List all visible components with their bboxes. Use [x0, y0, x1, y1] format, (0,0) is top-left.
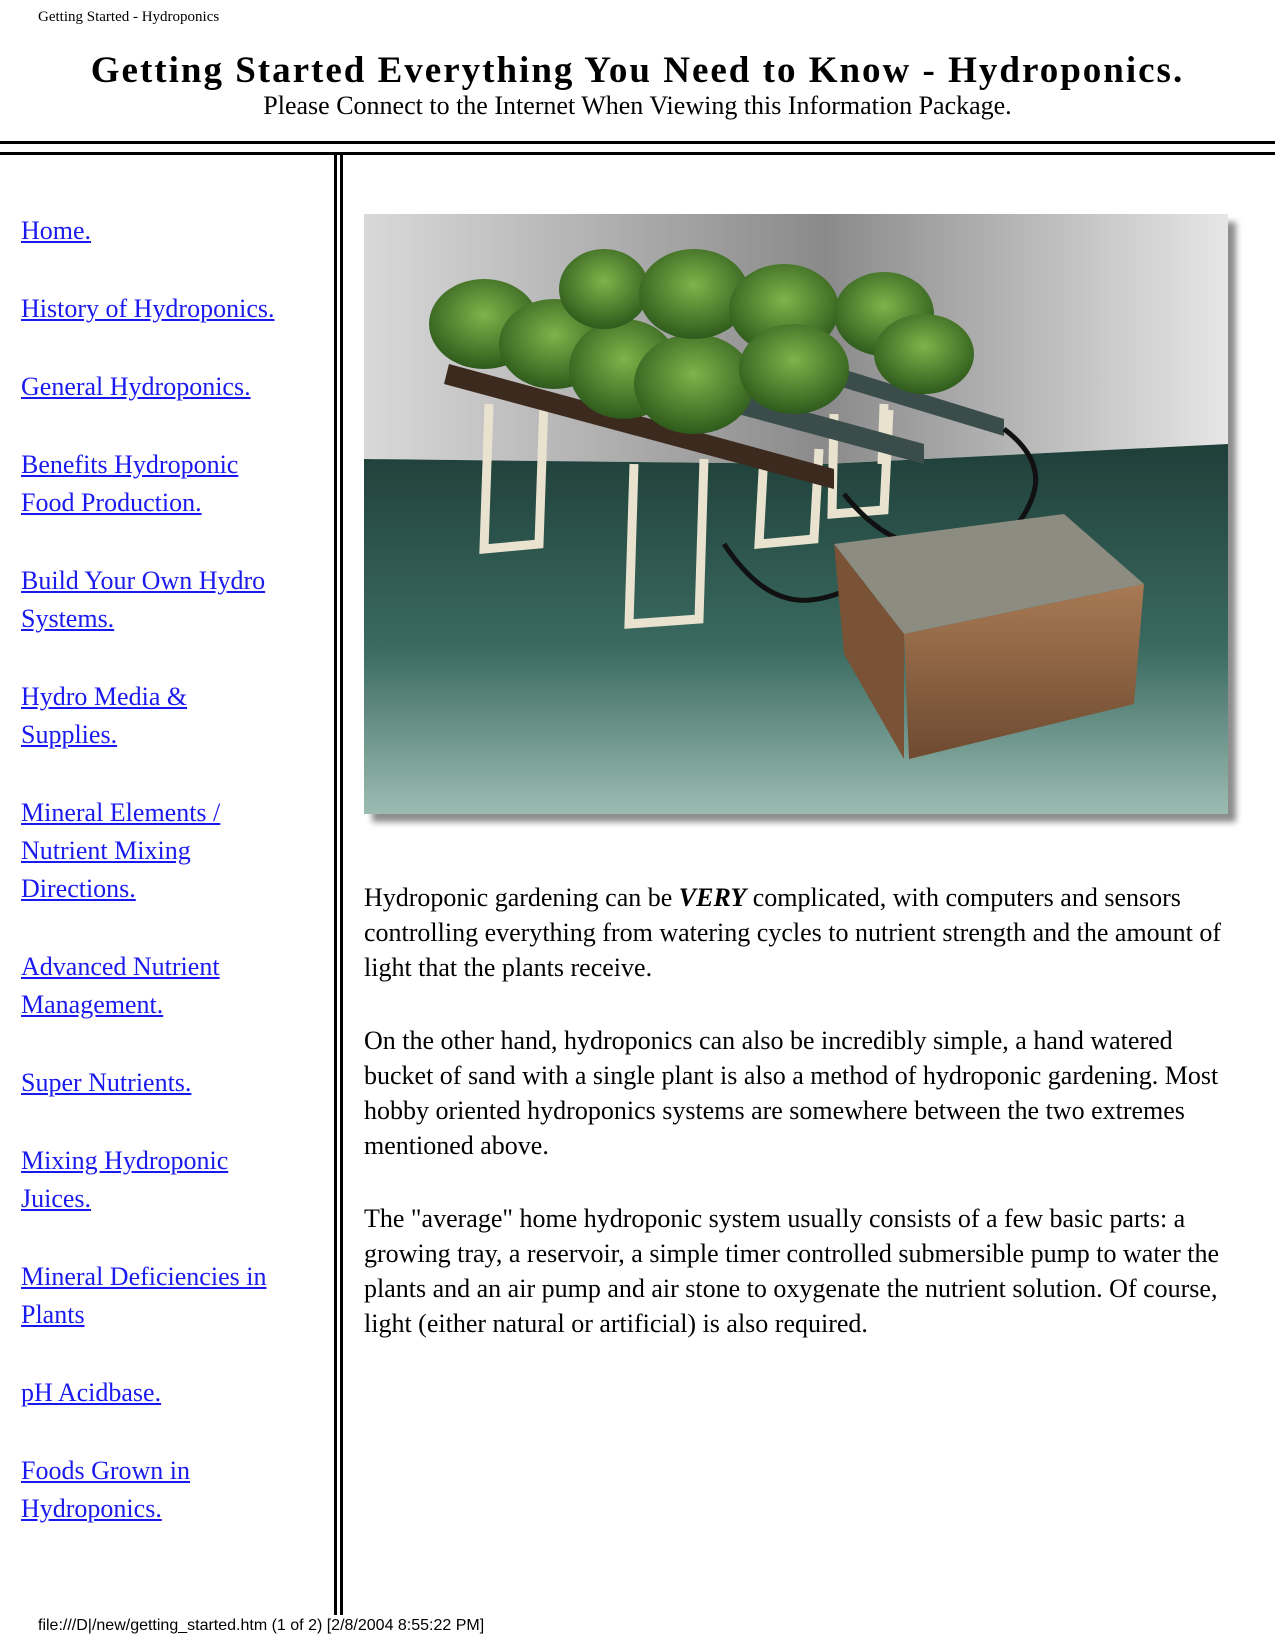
- nav-link-benefits[interactable]: Benefits Hydroponic Food Production.: [21, 450, 239, 517]
- paragraph-average-system: The "average" home hydroponic system usually consists of a few basic parts: a growing tray, a reservoir, a simple timer controlled submersible pump to water the plants and an air pump and air stone to oxygenate the nutrient solution. Of course, light (either natural or artificial) is also required.: [364, 1204, 1220, 1338]
- print-footer: file:///D|/new/getting_started.htm (1 of 2) [2/8/2004 8:55:22 PM]: [38, 1617, 485, 1634]
- page-subtitle: Please Connect to the Internet When Viewing this Information Package.: [263, 91, 1012, 120]
- nav-link-media-supplies[interactable]: Hydro Media & Supplies.: [21, 682, 188, 749]
- main-content: [364, 214, 1244, 1379]
- emphasis-very: VERY: [678, 883, 747, 912]
- paragraph-complexity: [364, 880, 1244, 985]
- hydroponic-system-illustration: [364, 214, 1228, 814]
- nav-link-foods-grown[interactable]: Foods Grown in Hydroponics.: [21, 1456, 191, 1523]
- header-divider-bottom: [0, 152, 1275, 155]
- paragraph-complexity-start: Hydroponic gardening can be: [364, 883, 679, 912]
- nav-link-advanced-nutrient[interactable]: Advanced Nutrient Management.: [21, 952, 220, 1019]
- column-divider-right: [340, 155, 343, 1615]
- paragraph-simplicity: On the other hand, hydroponics can also be incredibly simple, a hand watered bucket of sand with a single plant is also a method of hydroponic gardening. Most hobby oriented hydroponics systems are somewhere between the two extremes mentioned above.: [364, 1026, 1219, 1160]
- nav-link-history[interactable]: History of Hydroponics.: [21, 294, 275, 323]
- column-divider-left: [334, 155, 337, 1615]
- paragraph-complexity-end: complicated, with computers and sensors controlling everything from watering cycles to nutrient strength and the amount of light that the plants receive.: [364, 883, 1222, 982]
- nav-link-mineral-elements[interactable]: Mineral Elements / Nutrient Mixing Directions.: [21, 798, 221, 903]
- print-header: Getting Started - Hydroponics: [38, 9, 220, 25]
- sidebar-nav: [21, 212, 321, 1568]
- nav-link-super-nutrients[interactable]: Super Nutrients.: [21, 1068, 192, 1097]
- nav-link-mixing-juices[interactable]: Mixing Hydroponic Juices.: [21, 1146, 229, 1213]
- header-divider-top: [0, 141, 1275, 144]
- page-header: [0, 50, 1275, 120]
- nav-link-mineral-deficiencies[interactable]: Mineral Deficiencies in Plants: [21, 1262, 267, 1329]
- hydroponic-system-photo: [364, 214, 1228, 814]
- nav-link-build-systems[interactable]: Build Your Own Hydro Systems.: [21, 566, 266, 633]
- nav-link-ph-acidbase[interactable]: pH Acidbase.: [21, 1378, 162, 1407]
- article-body: [364, 880, 1244, 1341]
- nav-link-home[interactable]: Home.: [21, 216, 92, 245]
- page-title: Getting Started Everything You Need to Know - Hydroponics.: [90, 50, 1185, 91]
- nav-link-general[interactable]: General Hydroponics.: [21, 372, 251, 401]
